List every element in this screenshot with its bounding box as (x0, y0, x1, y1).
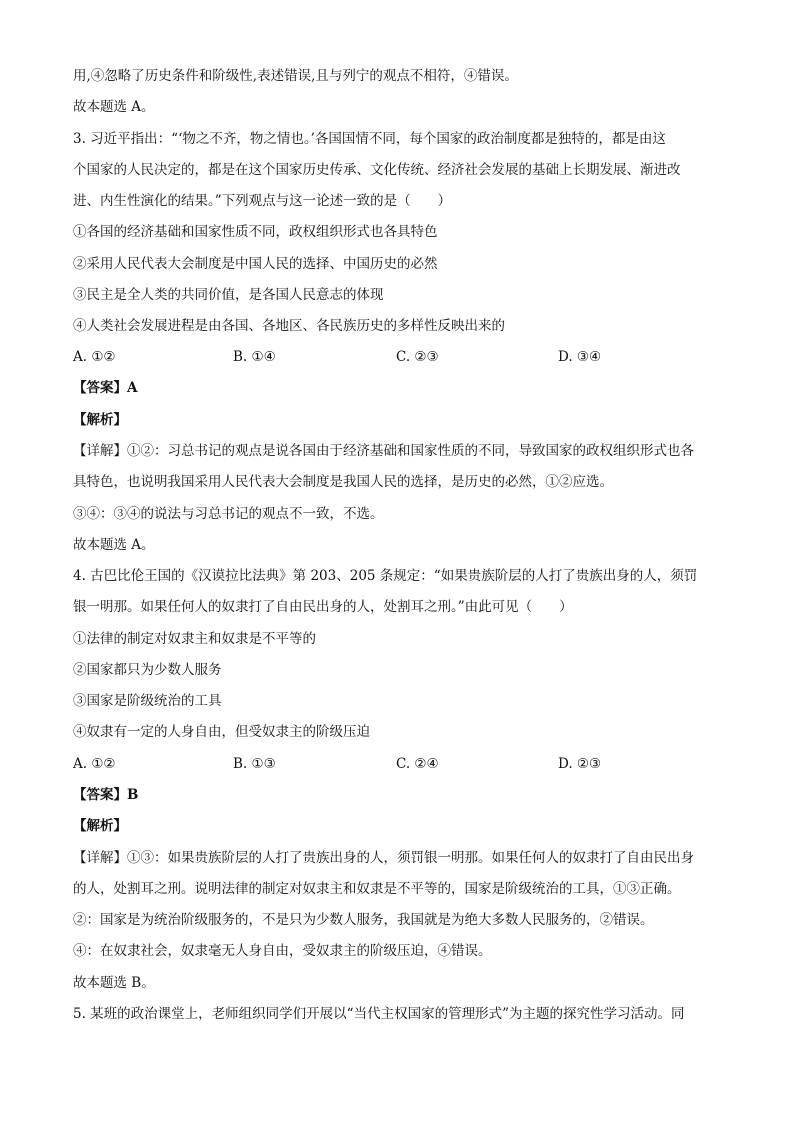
explanation-line: ④：在奴隶社会，奴隶毫无人身自由，受奴隶主的阶级压迫，④错误。 (73, 943, 492, 959)
choice-a: A. ①② (73, 349, 116, 365)
choice-b: B. ①④ (233, 349, 276, 365)
explanation-line: 的人，处割耳之刑。说明法律的制定对奴隶主和奴隶是不平等的，国家是阶级统治的工具，①③正确。 (73, 881, 681, 897)
choice-c: C. ②③ (396, 349, 439, 365)
question-3-stem: 3. 习近平指出：“‘物之不齐，物之情也。’各国国情不同，每个国家的政治制度都是独特的，都是由这 (73, 131, 666, 147)
explanation-line: ③④：③④的说法与习总书记的观点不一致，不选。 (73, 506, 384, 522)
choice-b: B. ①③ (233, 756, 276, 772)
explanation-line: 【详解】①③：如果贵族阶层的人打了贵族出身的人，须罚银一明那。如果任何人的奴隶打了自由民出身 (73, 850, 694, 866)
statement-item: ④奴隶有一定的人身自由，但受奴隶主的阶级压迫 (73, 724, 370, 740)
question-4-stem: 4. 古巴比伦王国的《汉谟拉比法典》第 203、205 条规定：“如果贵族阶层的人打了贵族出身的人，须罚 (73, 568, 698, 584)
statement-item: ②国家都只为少数人服务 (73, 662, 222, 678)
statement-item: ①法律的制定对奴隶主和奴隶是不平等的 (73, 631, 316, 647)
choice-d: D. ②③ (558, 756, 602, 772)
answer-label: 【答案】B (73, 787, 139, 803)
choice-c: C. ②④ (396, 756, 439, 772)
conclusion-line: 故本题选 A。 (73, 537, 155, 553)
choice-d: D. ③④ (558, 349, 602, 365)
text-line: 故本题选 A。 (73, 99, 155, 115)
answer-label: 【答案】A (73, 380, 138, 396)
statement-item: ③国家是阶级统治的工具 (73, 693, 222, 709)
analysis-label: 【解析】 (73, 412, 127, 428)
question-5-stem: 5. 某班的政治课堂上，老师组织同学们开展以“当代主权国家的管理形式”为主题的探究性学习活动。同 (73, 1006, 685, 1022)
text-line: 用,④忽略了历史条件和阶级性,表述错误,且与列宁的观点不相符，④错误。 (73, 68, 518, 84)
question-3-stem: 进、内生性演化的结果。”下列观点与这一论述一致的是（ ） (73, 193, 452, 209)
analysis-label: 【解析】 (73, 818, 127, 834)
question-4-stem: 银一明那。如果任何人的奴隶打了自由民出身的人，处割耳之刑。”由此可见（ ） (73, 599, 573, 615)
explanation-line: 具特色，也说明我国采用人民代表大会制度是我国人民的选择，是历史的必然，①②应选。 (73, 474, 613, 490)
explanation-line: ②：国家是为统治阶级服务的，不是只为少数人服务，我国就是为绝大多数人民服务的，②错误。 (73, 912, 654, 928)
question-3-stem: 个国家的人民决定的，都是在这个国家历史传承、文化传统、经济社会发展的基础上长期发展、渐进改 (73, 162, 681, 178)
conclusion-line: 故本题选 B。 (73, 975, 155, 991)
statement-item: ④人类社会发展进程是由各国、各地区、各民族历史的多样性反映出来的 (73, 318, 505, 334)
choice-a: A. ①② (73, 756, 116, 772)
statement-item: ①各国的经济基础和国家性质不同，政权组织形式也各具特色 (73, 224, 438, 240)
statement-item: ③民主是全人类的共同价值，是各国人民意志的体现 (73, 287, 384, 303)
explanation-line: 【详解】①②：习总书记的观点是说各国由于经济基础和国家性质的不同，导致国家的政权组织形式也各 (73, 443, 694, 459)
statement-item: ②采用人民代表大会制度是中国人民的选择、中国历史的必然 (73, 256, 438, 272)
